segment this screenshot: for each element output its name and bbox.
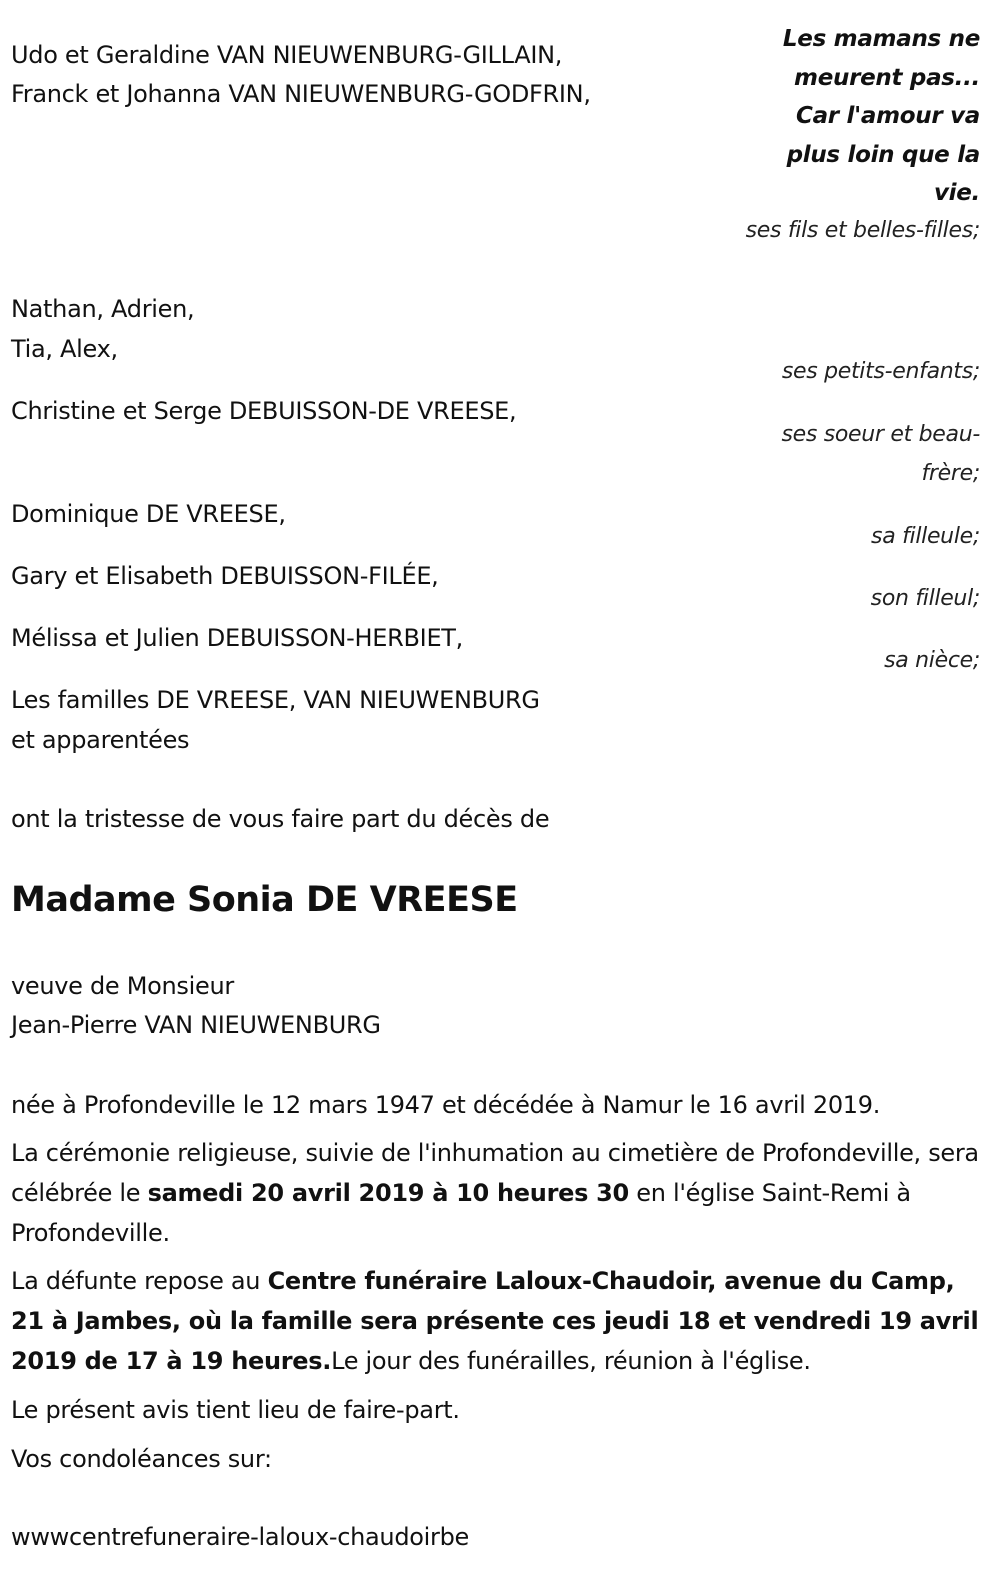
family-name: et apparentées — [11, 726, 190, 754]
ceremony-datetime: samedi 20 avril 2019 à 10 heures 30 — [147, 1179, 629, 1207]
family-name: Udo et Geraldine VAN NIEUWENBURG-GILLAIN, — [11, 41, 563, 69]
motto-line: meurent pas... — [794, 64, 980, 91]
motto-line: vie. — [933, 180, 980, 206]
family-name: Franck et Johanna VAN NIEUWENBURG-GODFRIN, — [11, 80, 591, 108]
repose-text: Le jour des funérailles, réunion à l'église. — [331, 1347, 811, 1375]
family-relation: ses soeur et beau-frère; — [781, 422, 980, 486]
ceremony-text: La cérémonie religieuse, suivie de l'inhumation au cimetière de Profondeville, sera célébrée le — [11, 1139, 979, 1207]
condolences-url[interactable]: wwwcentrefuneraire-laloux-chaudoirbe — [11, 1523, 469, 1551]
announcement-text: ont la tristesse de vous faire part du décès de — [11, 805, 550, 833]
repose-location: Centre funéraire Laloux-Chaudoir, avenue du Camp, 21 à Jambes, où la famille sera présente ces jeudi 18 et vendredi 19 avril 2019 de 17 à 19 heures. — [11, 1267, 979, 1375]
repose-text: La défunte repose au — [11, 1267, 268, 1295]
family-name: Tia, Alex, — [11, 335, 118, 363]
widow-line: veuve de Monsieur — [11, 972, 234, 1000]
condolences-label: Vos condoléances sur: — [11, 1445, 272, 1473]
motto-line: plus loin que la — [786, 141, 980, 168]
family-relation: sa nièce; — [884, 648, 980, 673]
motto-line: Les mamans ne — [782, 26, 980, 52]
family-relation: ses petits-enfants; — [781, 359, 980, 384]
birth-death-text: née à Profondeville le 12 mars 1947 et décédée à Namur le 16 avril 2019. — [11, 1091, 881, 1119]
family-name: Les familles DE VREESE, VAN NIEUWENBURG — [11, 686, 540, 714]
repose-paragraph — [11, 1261, 986, 1381]
family-name: Gary et Elisabeth DEBUISSON-FILÉE, — [11, 562, 439, 590]
ceremony-paragraph — [11, 1133, 986, 1253]
widow-line: Jean-Pierre VAN NIEUWENBURG — [11, 1011, 381, 1039]
family-name: Mélissa et Julien DEBUISSON-HERBIET, — [11, 624, 463, 652]
notice-text: Le présent avis tient lieu de faire-part. — [11, 1396, 460, 1424]
ceremony-text: en l'église Saint-Remi à Profondeville. — [11, 1179, 911, 1247]
motto — [740, 20, 980, 213]
family-relation: sa filleule; — [871, 524, 980, 549]
family-relation: ses fils et belles-filles; — [745, 218, 980, 243]
motto-line: Car l'amour va — [795, 103, 980, 129]
family-relation: son filleul; — [870, 586, 980, 611]
family-name: Dominique DE VREESE, — [11, 500, 286, 528]
deceased-name: Madame Sonia DE VREESE — [11, 880, 518, 920]
family-name: Nathan, Adrien, — [11, 295, 195, 323]
family-name: Christine et Serge DEBUISSON-DE VREESE, — [11, 397, 517, 425]
